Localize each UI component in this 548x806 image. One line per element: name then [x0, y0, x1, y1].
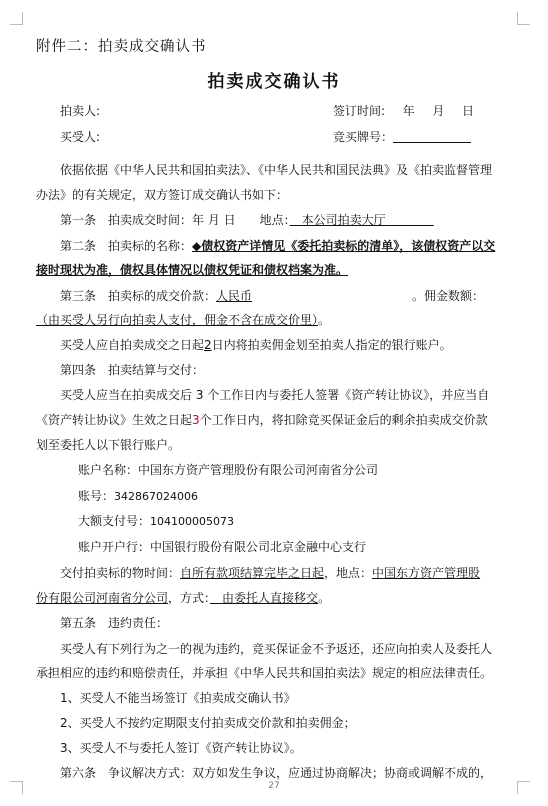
article-1-label: 第一条 拍卖成交时间：年 月 日 地点：: [60, 213, 290, 227]
account-number-row: [78, 487, 198, 506]
page-number: 27: [268, 781, 280, 791]
delivery-place-2: 份有限公司河南省分公司: [36, 591, 169, 605]
breach-item-3: 3、买受人不与委托人签订《资产转让协议》。: [60, 741, 302, 755]
auctioneer-label: 拍卖人:: [60, 104, 101, 118]
buyer-label: 买受人:: [60, 130, 101, 144]
delivery-time-label: 交付拍卖标的物时间：: [60, 566, 181, 580]
article-4-p2: 《资产转让协议》生效之日起3个工作日内，将扣除竞买保证金后的剩余拍卖成交价款: [36, 413, 488, 427]
account-name: 中国东方资产管理股份有限公司河南省分公司: [138, 463, 379, 477]
article-1: [60, 211, 434, 229]
article-4-p3: 划至委托人以下银行账户。: [36, 438, 181, 452]
delivery-method: 由委托人直接移交: [222, 591, 319, 605]
subject-description-2: 接时现状为准，债权具体情况以债权凭证和债权档案为准。: [36, 263, 349, 277]
document-title: 拍卖成交确认书: [207, 72, 341, 92]
intro-line-1: 依据依据《中华人民共和国拍卖法》、《中华人民共和国民法典》及《拍卖监督管理: [60, 163, 493, 177]
article-5-label: 第五条 违约责任：: [60, 616, 169, 630]
price-field: 人民币: [216, 289, 253, 303]
sign-time-row: [333, 102, 474, 120]
payment-code-label: 大额支付号：: [78, 514, 151, 528]
bid-number-blank: [393, 129, 471, 143]
auction-place: 本公司拍卖大厅: [301, 213, 386, 227]
breach-item-1: 1、买受人不能当场签订《拍卖成交确认书》: [60, 691, 296, 705]
account-number: 342867024006: [114, 490, 198, 503]
commission-label: 。佣金数额：: [412, 289, 485, 303]
delivery-time: 自所有款项结算完毕之日起: [180, 566, 325, 580]
commission-note: （由买受人另行向拍卖人支付，佣金不含在成交价里）: [36, 313, 319, 327]
crop-mark-top-left: [10, 12, 23, 25]
article-4-label: 第四条 拍卖结算与交付：: [60, 363, 205, 377]
delivery-place-1: 中国东方资产管理股: [372, 566, 481, 580]
account-number-label: 账号：: [78, 489, 115, 503]
article-6: 第六条 争议解决方式：双方如发生争议，应通过协商解决；协商或调解不成的，: [60, 766, 493, 780]
article-2: [60, 237, 495, 255]
subject-description-1: ◆债权资产详情见《委托拍卖标的清单》，该债权资产以交: [192, 239, 496, 253]
bank-branch-row: [78, 538, 366, 556]
account-name-label: 账户名称：: [78, 463, 139, 477]
bid-number-label: 竞买牌号：: [333, 130, 394, 144]
delivery-row-2: 份有限公司河南省分公司，方式： 由委托人直接移交。: [36, 591, 331, 605]
sign-year: 年: [402, 104, 415, 118]
article-5-p1: 买受人有下列行为之一的视为违约，竞买保证金不予返还，还应向拍卖人及委托人: [60, 642, 493, 656]
crop-mark-top-right: [517, 12, 530, 25]
sign-time-label: 签订时间:: [333, 104, 386, 118]
transfer-days: 3: [192, 413, 200, 427]
article-3-label: 第三条 拍卖标的成交价款：: [60, 289, 217, 303]
account-name-row: [78, 461, 378, 479]
intro-line-2: 办法》的有关规定，双方签订成交确认书如下：: [36, 188, 289, 202]
article-2-cont: [36, 261, 348, 279]
commission-payment: 买受人应自拍卖成交之日起2日内将拍卖佣金划至拍卖人指定的银行账户。: [60, 338, 452, 352]
bid-number-row: [333, 128, 471, 146]
payment-code-row: [78, 512, 234, 531]
attachment-header: 附件二：拍卖成交确认书: [36, 39, 207, 55]
sign-day: 日: [462, 104, 475, 118]
article-5-p2: 承担相应的违约和赔偿责任，并承担《中华人民共和国拍卖法》规定的相应法律责任。: [36, 666, 493, 680]
sign-month: 月: [432, 104, 445, 118]
bank-branch-label: 账户开户行：: [78, 540, 151, 554]
breach-item-2: 2、买受人不按约定期限支付拍卖成交价款和拍卖佣金；: [60, 716, 356, 730]
article-2-label: 第二条 拍卖标的名称：: [60, 239, 193, 253]
delivery-row: 交付拍卖标的物时间：自所有款项结算完毕之日起，地点：中国东方资产管理股: [60, 566, 481, 580]
commission-days: 2: [204, 338, 212, 352]
article-3-note: （由买受人另行向拍卖人支付，佣金不含在成交价里）。: [36, 313, 331, 327]
article-3: [60, 287, 484, 305]
bank-branch: 中国银行股份有限公司北京金融中心支行: [150, 540, 367, 554]
payment-code: 104100005073: [150, 515, 234, 528]
article-4-p1: 买受人应当在拍卖成交后 3 个工作日内与委托人签署《资产转让协议》，并应当自: [60, 388, 490, 402]
